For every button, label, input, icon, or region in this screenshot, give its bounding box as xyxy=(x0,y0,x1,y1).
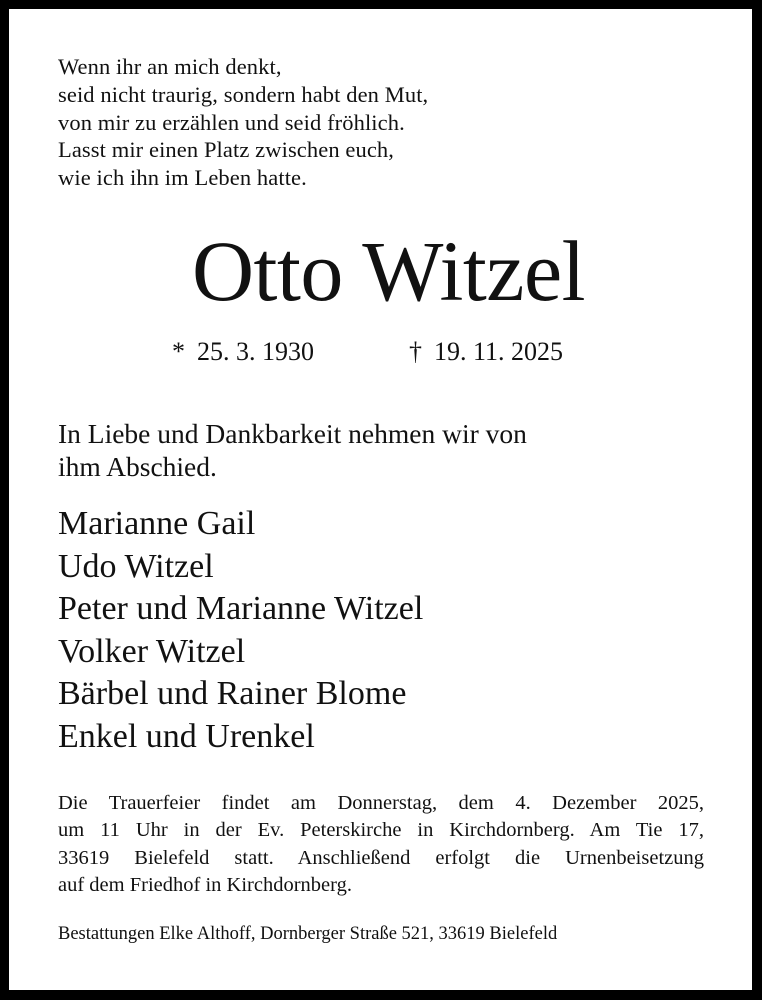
obituary-notice xyxy=(9,9,752,990)
poem-line: seid nicht traurig, sondern habt den Mut, xyxy=(58,81,429,107)
birth-date-group xyxy=(172,332,314,372)
farewell-line: ihm Abschied. xyxy=(58,451,217,482)
funeral-details xyxy=(58,790,704,899)
birth-star-icon: * xyxy=(172,337,185,366)
mourner-name: Marianne Gail xyxy=(58,505,256,542)
funeral-details-line: 33619 Bielefeld statt. Anschließend erfolgt die Urnenbeisetzung xyxy=(58,846,704,869)
poem-line: Wenn ihr an mich denkt, xyxy=(58,54,282,79)
undertaker-info: Bestattungen Elke Althoff, Dornberger Straße 521, 33619 Bielefeld xyxy=(58,924,558,944)
mourner-name: Volker Witzel xyxy=(58,632,246,670)
memorial-poem xyxy=(58,53,428,192)
birth-date: 25. 3. 1930 xyxy=(197,337,314,366)
poem-line: Lasst mir einen Platz zwischen euch, xyxy=(58,137,394,163)
life-dates xyxy=(9,332,752,372)
funeral-details-line: auf dem Friedhof in Kirchdornberg. xyxy=(58,873,352,896)
death-date: 19. 11. 2025 xyxy=(434,337,564,366)
farewell-statement xyxy=(58,417,527,483)
death-cross-icon: † xyxy=(409,337,422,366)
mourner-name: Enkel und Urenkel xyxy=(58,717,315,755)
poem-line: von mir zu erzählen und seid fröhlich. xyxy=(58,109,405,135)
poem-line: wie ich ihn im Leben hatte. xyxy=(58,165,307,191)
death-date-group xyxy=(409,332,563,372)
deceased-name-heading xyxy=(9,221,752,321)
funeral-details-line: um 11 Uhr in der Ev. Peterskirche in Kirchdornberg. Am Tie 17, xyxy=(58,819,704,842)
deceased-name: Otto Witzel xyxy=(191,223,586,319)
mourner-name: Peter und Marianne Witzel xyxy=(58,590,424,627)
farewell-line: In Liebe und Dankbarkeit nehmen wir von xyxy=(58,418,527,449)
mourners-list xyxy=(58,503,423,758)
mourner-name: Udo Witzel xyxy=(58,547,214,585)
funeral-details-line: Die Trauerfeier findet am Donnerstag, dem 4. Dezember 2025, xyxy=(58,792,704,814)
mourner-name: Bärbel und Rainer Blome xyxy=(58,675,407,712)
